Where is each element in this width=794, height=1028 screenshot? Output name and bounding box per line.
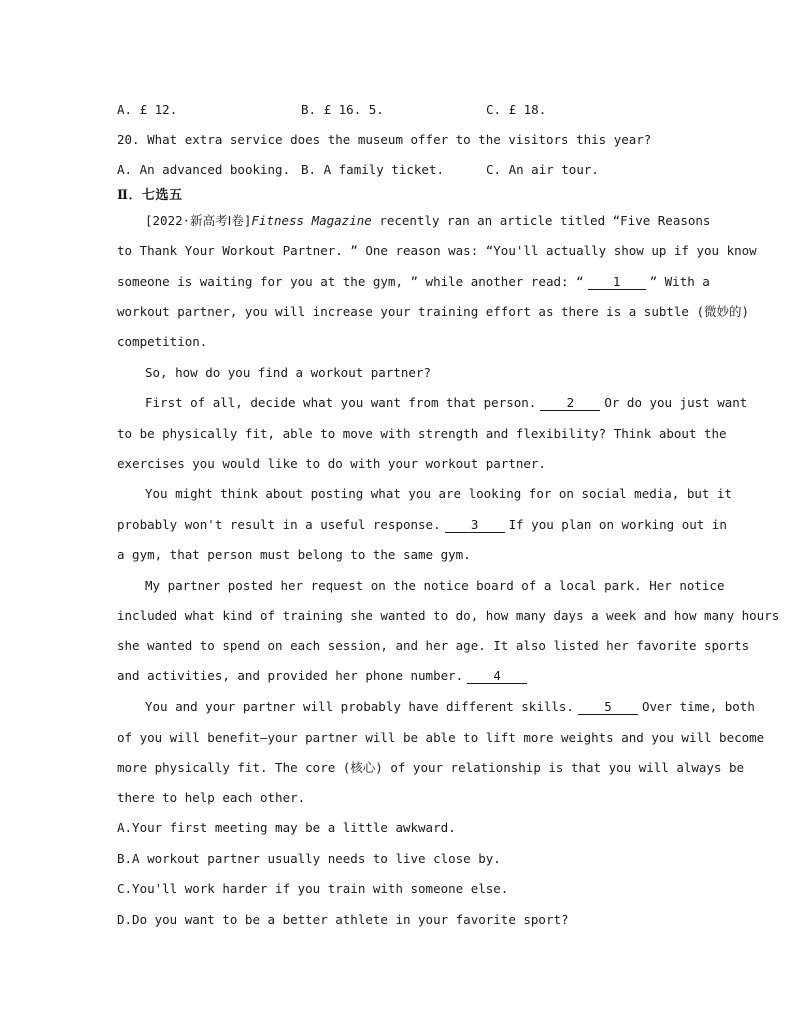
- section-heading: Ⅱ．七选五: [117, 188, 183, 203]
- q20-option-b: B. A family ticket.: [301, 162, 445, 177]
- blank-5[interactable]: 5: [578, 700, 638, 715]
- choice-a: A.Your first meeting may be a little awkward.: [117, 820, 456, 835]
- q19-option-b: B. £ 16. 5.: [301, 102, 384, 117]
- passage-line: she wanted to spend on each session, and her age. It also listed her favorite sports: [117, 638, 750, 653]
- passage-line: included what kind of training she wanted to do, how many days a week and how many hours: [117, 608, 780, 623]
- passage-line: First of all, decide what you want from that person. 2 Or do you just want: [145, 395, 748, 410]
- passage-line: My partner posted her request on the notice board of a local park. Her notice: [145, 578, 725, 593]
- passage-line: and activities, and provided her phone number. 4: [117, 668, 531, 684]
- blank-2[interactable]: 2: [540, 396, 600, 411]
- passage-line: So, how do you find a workout partner?: [145, 365, 431, 380]
- passage-line: exercises you would like to do with your workout partner.: [117, 456, 546, 471]
- passage-line: a gym, that person must belong to the same gym.: [117, 547, 471, 562]
- q20-option-c: C. An air tour.: [486, 162, 599, 177]
- q19-option-c: C. £ 18.: [486, 102, 547, 117]
- passage-line: competition.: [117, 334, 208, 349]
- passage-line: You and your partner will probably have different skills. 5 Over time, both: [145, 699, 755, 714]
- passage-line: to Thank Your Workout Partner. ” One reason was: “You'll actually show up if you know: [117, 243, 757, 258]
- passage-line: there to help each other.: [117, 790, 306, 805]
- passage-line: more physically fit. The core (核心) of your relationship is that you will always be: [117, 760, 745, 775]
- choice-d: D.Do you want to be a better athlete in your favorite sport?: [117, 912, 569, 927]
- q19-option-a: A. £ 12.: [117, 102, 178, 117]
- passage-line: of you will benefit—your partner will be able to lift more weights and you will become: [117, 730, 765, 745]
- passage-line: someone is waiting for you at the gym, ” while another read: “ 1 ” With a: [117, 274, 710, 289]
- passage-line: to be physically fit, able to move with strength and flexibility? Think about the: [117, 426, 727, 441]
- passage-line: workout partner, you will increase your training effort as there is a subtle (微妙的): [117, 304, 750, 319]
- passage-line: [2022·新高考Ⅰ卷]Fitness Magazine recently ran an article titled “Five Reasons: [145, 213, 711, 228]
- blank-3[interactable]: 3: [445, 518, 505, 533]
- magazine-title: Fitness Magazine: [251, 213, 372, 228]
- blank-1[interactable]: 1: [588, 275, 646, 290]
- choice-b: B.A workout partner usually needs to live close by.: [117, 851, 501, 866]
- q20-question: 20. What extra service does the museum offer to the visitors this year?: [117, 132, 652, 147]
- q20-option-a: A. An advanced booking.: [117, 162, 291, 177]
- choice-c: C.You'll work harder if you train with someone else.: [117, 881, 509, 896]
- blank-4[interactable]: 4: [467, 669, 527, 684]
- passage-line: probably won't result in a useful response. 3 If you plan on working out in: [117, 517, 727, 532]
- passage-line: You might think about posting what you are looking for on social media, but it: [145, 486, 732, 501]
